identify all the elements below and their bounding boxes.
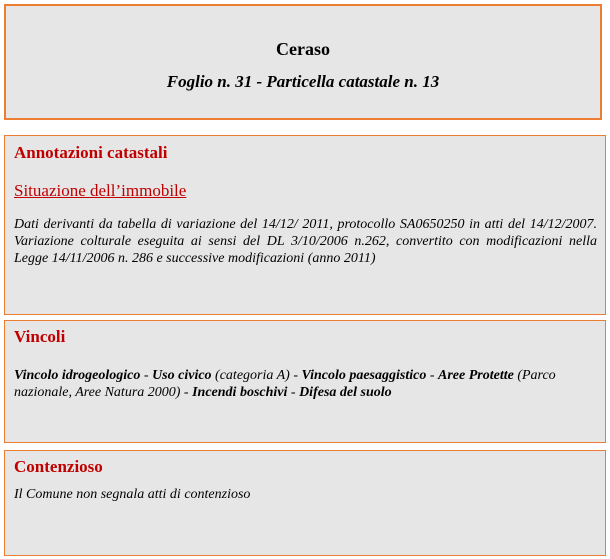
section-contenzioso [4,450,606,556]
vincoli-separator: - [140,368,153,383]
subheading-situazione: Situazione dell’immobile [14,181,187,200]
section-annotazioni-catastali [4,135,606,315]
section-heading-annotazioni: Annotazioni catastali [14,143,168,162]
annotazioni-text: Dati derivanti da tabella di variazione del 14/12/ 2011, protocollo SA0650250 in atti del 14/12/2007. Variazione colturale eseguita ai sensi del DL 3/10/2006 n.262, convertito con modificazioni nella Legge 14/11/2006 n. 286 e successive modificazioni (anno 2011) [14,217,597,266]
vincolo-aree-protette: Aree Protette [438,368,514,383]
vincoli-separator: - [287,385,300,400]
header-box [4,4,602,120]
section-vincoli [4,320,606,443]
contenzioso-text: Il Comune non segnala atti di contenzioso [14,487,251,502]
vincolo-incendi-boschivi: Incendi boschivi [192,385,288,400]
vincolo-uso-civico: Uso civico [152,368,212,383]
page-title: Ceraso [276,39,330,59]
vincolo-difesa-suolo: Difesa del suolo [299,385,392,400]
page-subtitle: Foglio n. 31 - Particella catastale n. 13 [166,72,440,91]
vincolo-paesaggistico: Vincolo paesaggistico [301,368,427,383]
vincoli-categoria: (categoria A) - [211,368,302,383]
vincoli-text [14,367,597,401]
section-heading-vincoli: Vincoli [14,327,66,346]
vincoli-aree-detail: (Parco nazionale, Aree Natura 2000) - [14,368,556,400]
vincolo-idrogeologico: Vincolo idrogeologico [14,368,141,383]
vincoli-separator: - [426,368,439,383]
section-heading-contenzioso: Contenzioso [14,457,103,476]
